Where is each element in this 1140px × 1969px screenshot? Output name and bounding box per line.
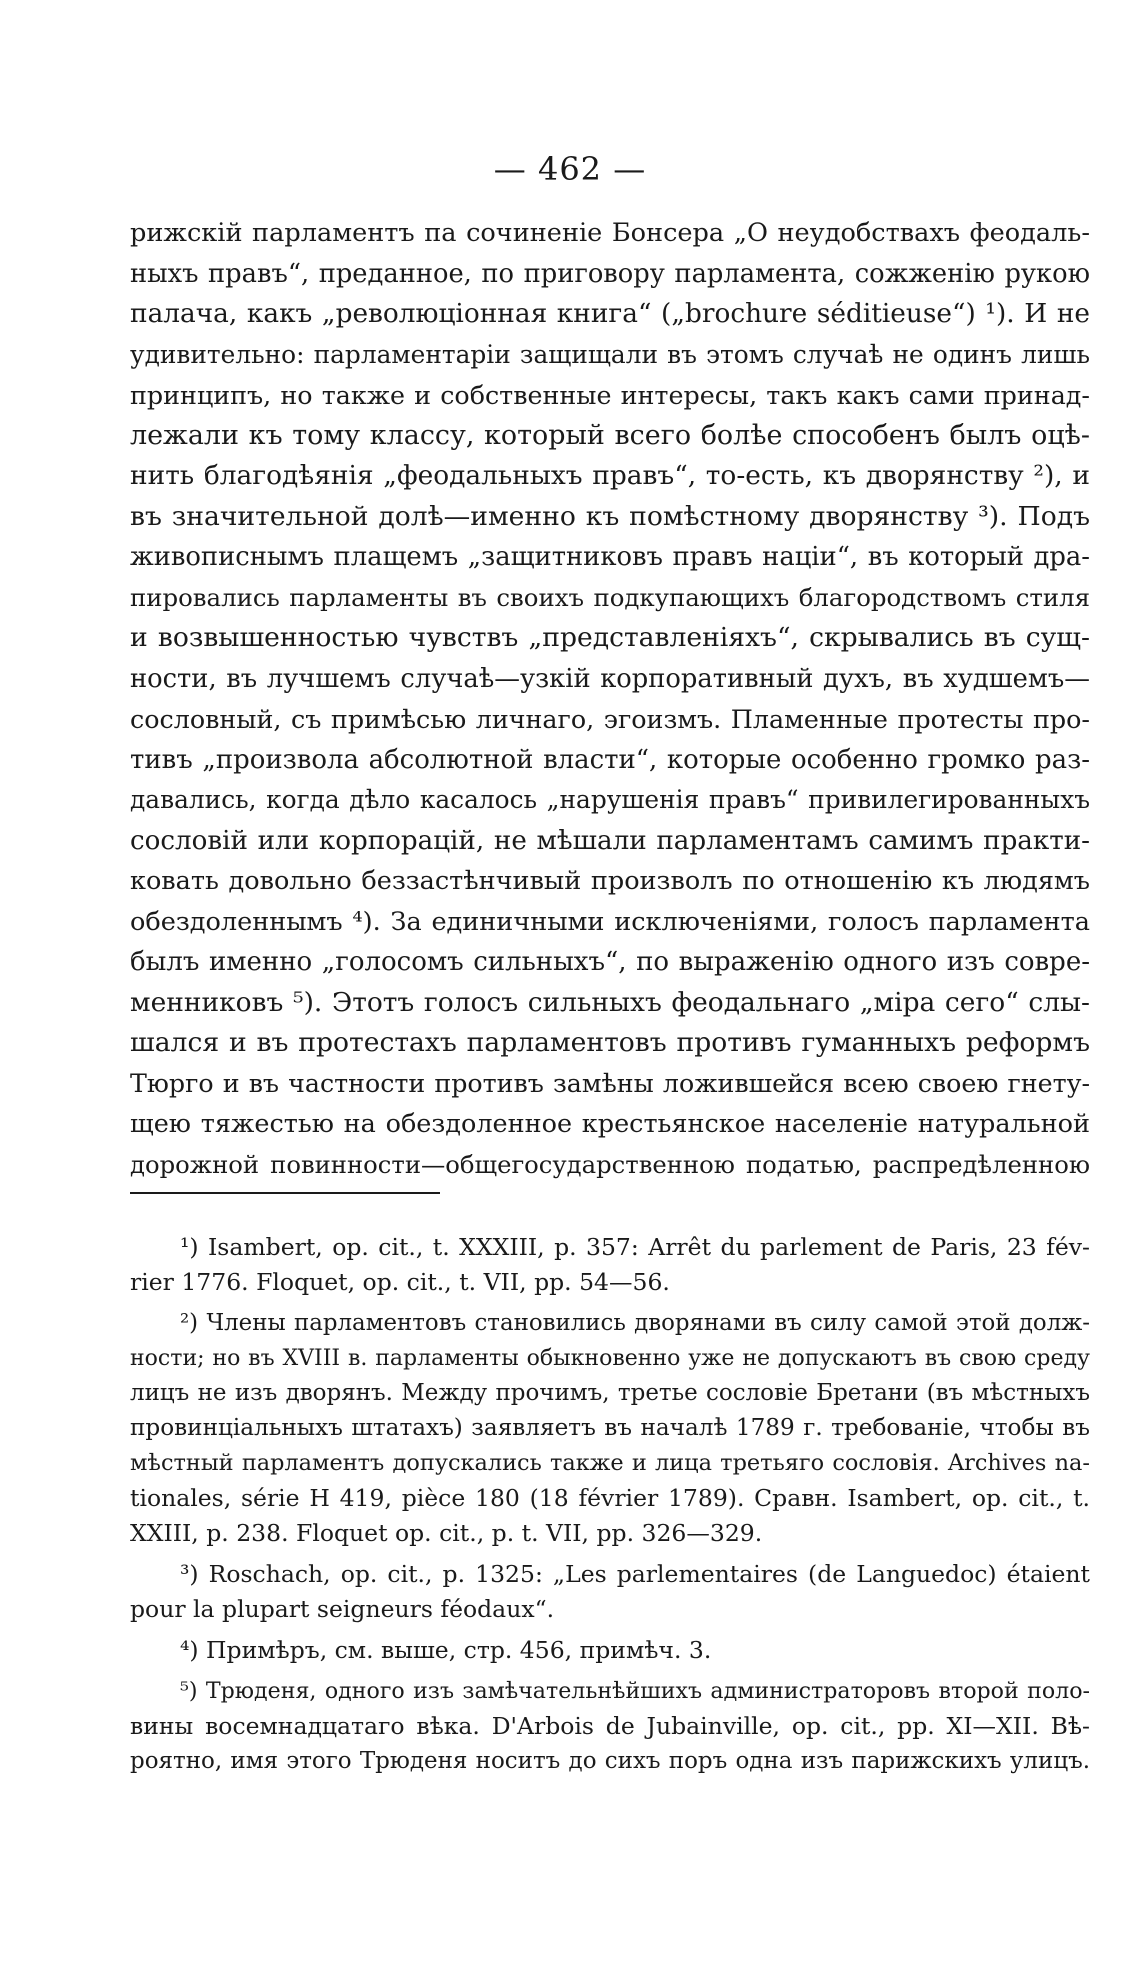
text-line: дорожной повинности—общегосударственною податью, распредѣленною — [130, 1149, 1090, 1179]
text-line: удивительно: парламентаріи защищали въ этомъ случаѣ не одинъ лишь — [130, 339, 1090, 369]
footnote-line: ²) Члены парламентовъ становились дворянами въ силу самой этой долж- — [180, 1310, 1090, 1336]
text-line: Тюрго и въ частности противъ замѣны ложившейся всею своею гнету- — [130, 1068, 1090, 1098]
footnote-line: провинціальныхъ штатахъ) заявляетъ въ началѣ 1789 г. требованіе, чтобы въ — [130, 1415, 1090, 1441]
text-line: ныхъ правъ“, преданное, по приговору парламента, сожженію рукою — [130, 258, 1090, 289]
main-text — [130, 213, 1090, 1185]
footnote-line: ⁵) Трюденя, одного изъ замѣчательнѣйшихъ администраторовъ второй поло- — [180, 1678, 1090, 1704]
text-line: принципъ, но также и собственные интересы, такъ какъ сами принад- — [130, 380, 1090, 410]
footnote-5 — [130, 1674, 1090, 1779]
text-line: нить благодѣянія „феодальныхъ правъ“, то-есть, къ дворянству ²), и — [130, 460, 1090, 491]
footnote-line: ³) Roschach, op. cit., p. 1325: „Les parlementaires (de Languedoc) étaient — [180, 1560, 1090, 1588]
footnote-line: ности; но въ XVIII в. парламенты обыкновенно уже не допускаютъ въ свою среду — [130, 1346, 1090, 1371]
text-line: менниковъ ⁵). Этотъ голосъ сильныхъ феодальнаго „міра сего“ слы- — [130, 986, 1090, 1018]
footnote-line: роятно, имя этого Трюденя носитъ до сихъ поръ одна изъ парижскихъ улицъ. — [130, 1748, 1090, 1774]
footnote-line: мѣстный парламентъ допускались также и лица третьяго сословія. Archives na- — [130, 1450, 1090, 1476]
text-line: сословій или корпорацій, не мѣшали парламентамъ самимъ практи- — [130, 825, 1090, 856]
text-line: давались, когда дѣло касалось „нарушенія правъ“ привилегированныхъ — [130, 785, 1090, 814]
footnote-1 — [130, 1230, 1090, 1300]
text-line: и возвышенностью чувствъ „представленіяхъ“, скрывались въ сущ- — [130, 622, 1090, 653]
text-line: въ значительной долѣ—именно къ помѣстному дворянству ³). Подъ — [130, 500, 1090, 532]
footnote-line: XXIII, p. 238. Floquet op. cit., p. t. VII, pp. 326—329. — [130, 1519, 763, 1547]
text-line: лежали къ тому классу, который всего болѣе способенъ былъ оцѣ- — [130, 419, 1090, 451]
text-line: сословный, съ примѣсью личнаго, эгоизмъ. Пламенные протесты про- — [130, 704, 1090, 734]
footnote-2 — [130, 1306, 1090, 1551]
text-line: шался и въ протестахъ парламентовъ противъ гуманныхъ реформъ — [130, 1027, 1090, 1058]
text-line: былъ именно „голосомъ сильныхъ“, по выраженію одного изъ совре- — [130, 947, 1090, 977]
footnote-line: лицъ не изъ дворянъ. Между прочимъ, третье сословіе Бретани (въ мѣстныхъ — [130, 1380, 1090, 1406]
footnote-line: вины восемнадцатаго вѣка. D'Arbois de Jubainville, op. cit., pp. XI—XII. Вѣ- — [130, 1712, 1090, 1740]
text-line: рижскій парламентъ па сочиненіе Бонсера „О неудобствахъ феодаль- — [130, 218, 1090, 248]
footnote-line: rier 1776. Floquet, op. cit., t. VII, pp. 54—56. — [130, 1268, 670, 1296]
text-line: ности, въ лучшемъ случаѣ—узкій корпоративный духъ, въ худшемъ— — [130, 663, 1090, 694]
text-line: палача, какъ „революціонная книга“ („brochure séditieuse“) ¹). И не — [130, 299, 1090, 329]
footnote-3 — [130, 1557, 1090, 1627]
text-line: ковать довольно беззастѣнчивый произволъ по отношенію къ людямъ — [130, 866, 1090, 896]
page-number: — 462 — — [493, 150, 647, 188]
footnote-separator — [130, 1192, 440, 1194]
footnote-4 — [130, 1633, 1090, 1668]
footnotes — [130, 1230, 1090, 1779]
text-line: тивъ „произвола абсолютной власти“, которые особенно громко раз- — [130, 744, 1090, 775]
footnote-line: tionales, série H 419, pièce 180 (18 février 1789). Сравн. Isambert, op. cit., t. — [130, 1484, 1090, 1512]
footnote-line: pour la plupart seigneurs féodaux“. — [130, 1595, 555, 1623]
text-line: обездоленнымъ ⁴). За единичными исключеніями, голосъ парламента — [130, 906, 1090, 937]
footnote-line: ⁴) Примѣръ, см. выше, стр. 456, примѣч. 3. — [180, 1636, 712, 1664]
text-line: пировались парламенты въ своихъ подкупающихъ благородствомъ стиля — [130, 582, 1090, 612]
footnote-line: ¹) Isambert, op. cit., t. XXXIII, p. 357: Arrêt du parlement de Paris, 23 fév- — [180, 1233, 1090, 1261]
text-line: щею тяжестью на обездоленное крестьянское населеніе натуральной — [130, 1109, 1090, 1139]
text-line: живописнымъ плащемъ „защитниковъ правъ націи“, въ который дра- — [130, 542, 1090, 572]
